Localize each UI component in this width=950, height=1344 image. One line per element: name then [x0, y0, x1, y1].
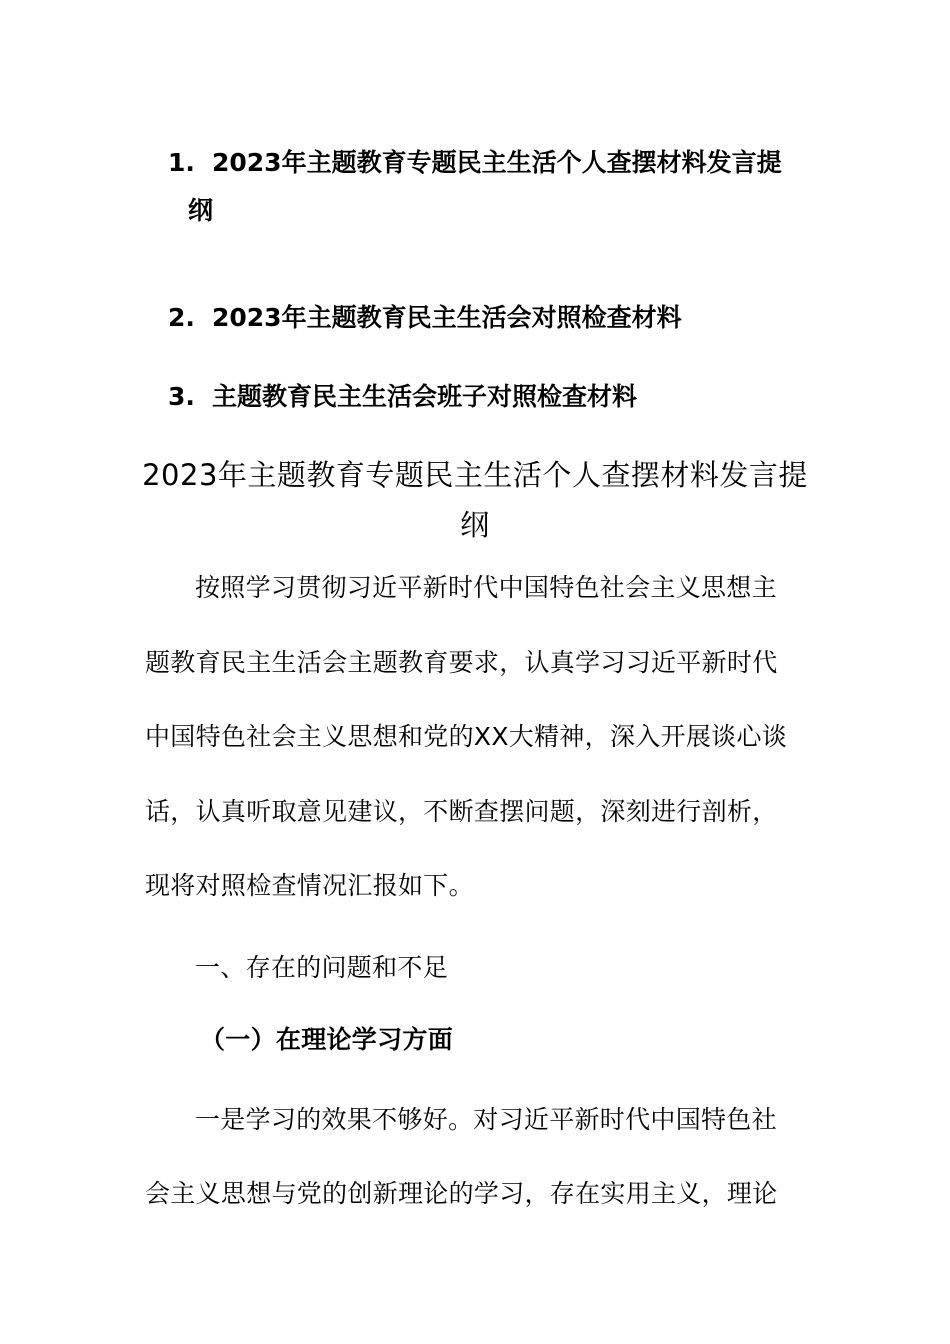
toc-title: 2023年主题教育专题民主生活个人查摆材料发言提: [212, 148, 782, 177]
toc-number: 1.: [168, 148, 195, 177]
paragraph-line: 现将对照检查情况汇报如下。: [145, 871, 474, 900]
toc-item-2[interactable]: [168, 279, 818, 357]
section-heading: 一、存在的问题和不足: [195, 953, 449, 982]
toc-item-1-continuation: 纲: [188, 196, 214, 225]
document-title-line-1: 2023年主题教育专题民主生活个人查摆材料发言提: [142, 458, 808, 492]
paragraph-line: 会主义思想与党的创新理论的学习，存在实用主义，理论: [145, 1179, 778, 1208]
subsection-heading: （一）在理论学习方面: [200, 1025, 454, 1054]
paragraph-line: 题教育民主生活会主题教育要求，认真学习习近平新时代: [145, 648, 778, 677]
paragraph-line: 中国特色社会主义思想和党的XX大精神，深入开展谈心谈: [145, 722, 788, 751]
toc-item-1[interactable]: [168, 124, 818, 202]
toc-title: 2023年主题教育民主生活会对照检查材料: [212, 303, 682, 332]
toc-title: 主题教育民主生活会班子对照检查材料: [212, 382, 638, 411]
paragraph-line: 一是学习的效果不够好。对习近平新时代中国特色社: [195, 1105, 777, 1134]
toc-item-3[interactable]: [168, 358, 818, 436]
paragraph-line: 话，认真听取意见建议，不断查摆问题，深刻进行剖析，: [145, 797, 778, 826]
document-title-line-2: 纲: [460, 508, 490, 542]
toc-number: 2.: [168, 303, 195, 332]
paragraph-line: 按照学习贯彻习近平新时代中国特色社会主义思想主: [195, 573, 777, 602]
toc-number: 3.: [168, 382, 195, 411]
